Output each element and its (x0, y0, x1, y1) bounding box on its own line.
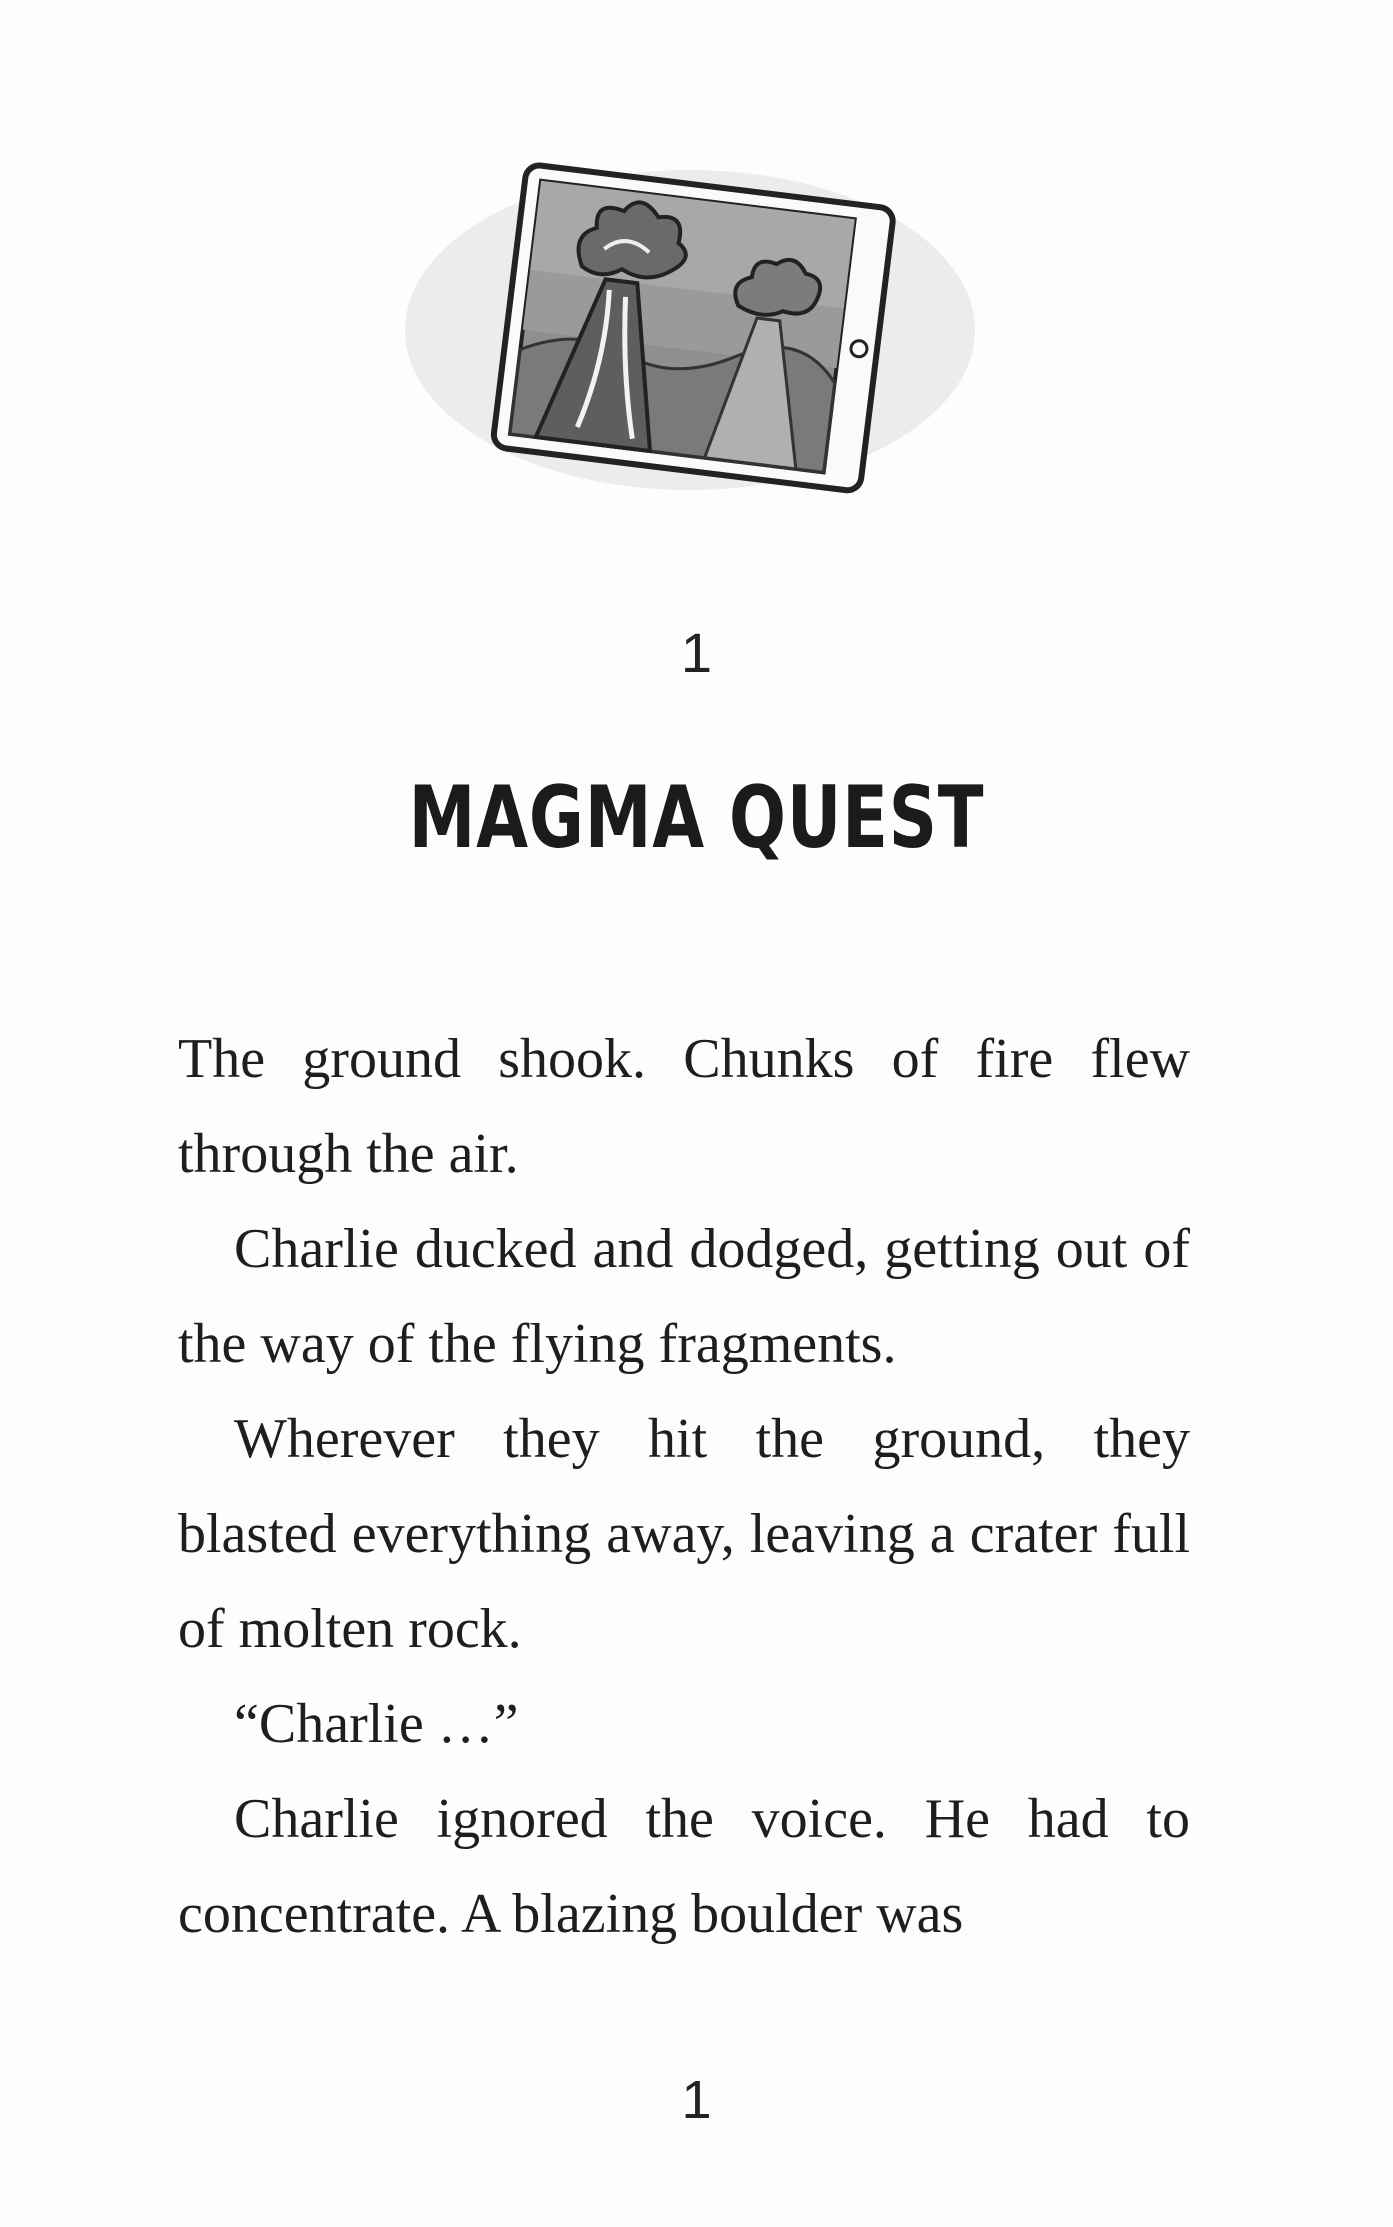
chapter-number: 1 (680, 621, 713, 684)
page-number: 1 (681, 2070, 712, 2130)
chapter-title: MAGMA QUEST (408, 768, 985, 868)
paragraph: “Charlie …” (234, 1693, 519, 1755)
paragraph: The ground shook. Chunks of fire flew through the air. (178, 1028, 1190, 1185)
tablet-volcano-icon (400, 140, 980, 520)
paragraph: Wherever they hit the ground, they blasted everything away, leaving a crater full of molten rock. (178, 1408, 1190, 1660)
paragraph: Charlie ignored the voice. He had to concentrate. A blazing boulder was (178, 1788, 1190, 1945)
chapter-body (178, 1012, 1190, 1962)
paragraph: Charlie ducked and dodged, getting out of the way of the flying fragments. (178, 1218, 1190, 1375)
